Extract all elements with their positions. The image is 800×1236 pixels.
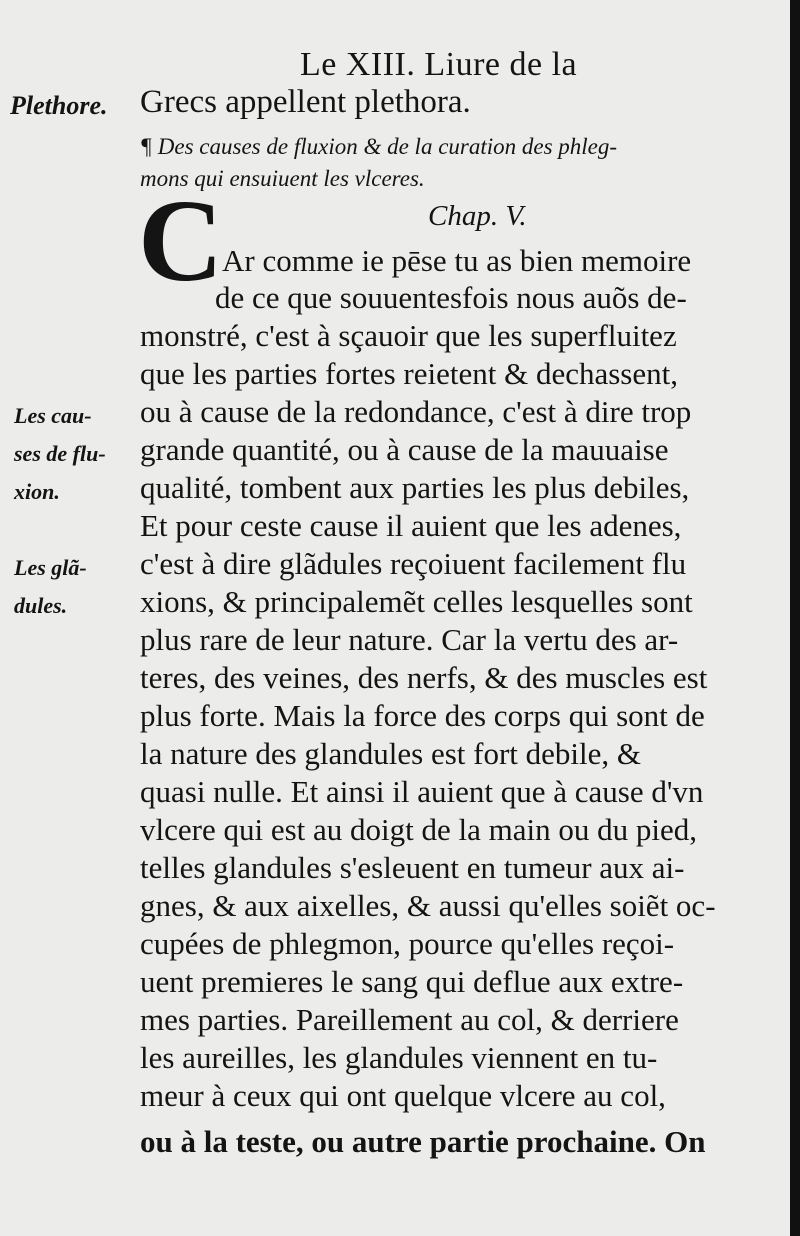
text-line-first: Grecs appellent plethora. [140,84,471,120]
chapter-title-line-1: ¶ Des causes de fluxion & de la curation des phleg- [140,134,618,159]
text-line: cupées de phlegmon, pource qu'elles reçoi- [140,926,675,961]
text-line-cap-1: Ar comme ie pēse tu as bien memoire [222,243,692,278]
text-line: les aureilles, les glandules viennent en tu- [140,1040,658,1075]
margin-note-causes-line-3: xion. [14,479,60,504]
text-line: ou à cause de la redondance, c'est à dire trop [140,394,692,429]
margin-note-plethore: Plethore. [10,91,108,120]
text-line: telles glandules s'esleuent en tumeur aux ai- [140,850,685,885]
text-line: mes parties. Pareillement au col, & derriere [140,1002,679,1037]
text-line: qualité, tombent aux parties les plus debiles, [140,470,690,505]
text-line: vlcere qui est au doigt de la main ou du pied, [140,812,697,847]
text-line: teres, des veines, des nerfs, & des muscles est [140,660,708,695]
text-line: monstré, c'est à sçauoir que les superfluitez [140,318,677,353]
margin-note-causes-line-1: Les cau- [14,403,92,428]
text-line: ou à la teste, ou autre partie prochaine. On [140,1124,706,1159]
chapter-title-line-2: mons qui ensuiuent les vlceres. [140,166,425,191]
text-line: la nature des glandules est fort debile, & [140,736,642,771]
text-line-cap-2: de ce que souuentesfois nous auõs de- [215,280,687,315]
margin-note-causes-line-2: ses de flu- [14,441,106,466]
margin-note-glandules-line-2: dules. [14,593,68,618]
running-head: Le XIII. Liure de la [300,46,578,83]
text-line: gnes, & aux aixelles, & aussi qu'elles soiẽt oc- [140,888,716,923]
text-line: uent premieres le sang qui deflue aux extre- [140,964,684,999]
text-line: plus forte. Mais la force des corps qui sont de [140,698,705,733]
drop-cap-initial: C [138,175,224,306]
text-line: Et pour ceste cause il auient que les adenes, [140,508,682,543]
text-line: c'est à dire glãdules reçoiuent facilement flu [140,546,687,581]
margin-note-glandules-line-1: Les glã- [14,555,87,580]
text-line: que les parties fortes reietent & dechassent, [140,356,678,391]
page-edge-shadow [790,0,800,1236]
text-line: grande quantité, ou à cause de la mauuaise [140,432,669,467]
text-line: meur à ceux qui ont quelque vlcere au col, [140,1078,666,1113]
chapter-number: Chap. V. [428,200,527,232]
text-line: xions, & principalemẽt celles lesquelles sont [140,584,693,619]
text-line: plus rare de leur nature. Car la vertu des ar- [140,622,679,657]
text-line: quasi nulle. Et ainsi il auient que à cause d'vn [140,774,704,809]
